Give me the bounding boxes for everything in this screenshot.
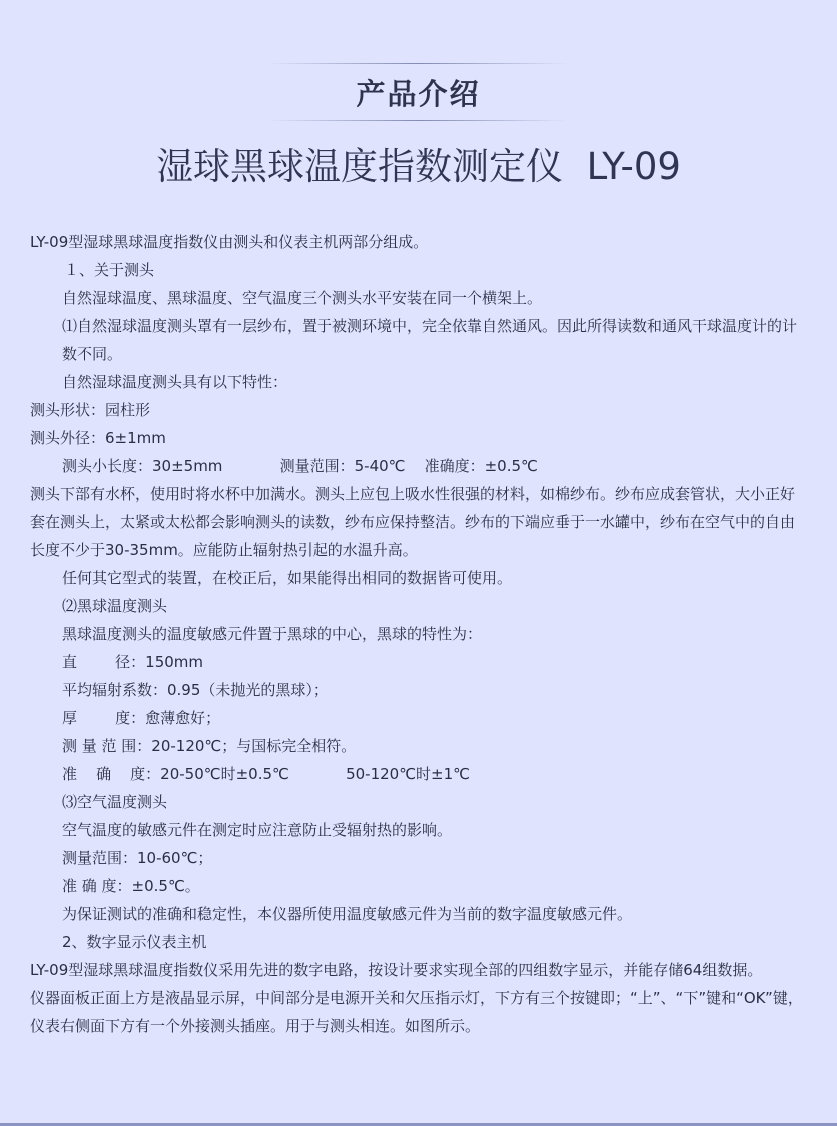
description-paragraph: 自然湿球温度测头具有以下特性： xyxy=(62,373,288,391)
description-paragraph: 测 量 范 围：20-120℃；与国标完全相符。 xyxy=(62,737,357,755)
section-label: 产品介绍 xyxy=(356,77,481,111)
description-paragraph: 准 确 度：20-50℃时±0.5℃ 50-120℃时±1℃ xyxy=(62,765,470,783)
description-paragraph: ⑵黑球温度测头 xyxy=(62,597,168,615)
description-paragraph: 厚 度：愈薄愈好； xyxy=(62,709,221,727)
description-paragraph: 空气温度的敏感元件在测定时应注意防止受辐射热的影响。 xyxy=(62,821,453,839)
description-paragraph: 任何其它型式的装置，在校正后，如果能得出相同的数据皆可使用。 xyxy=(62,569,513,587)
description-paragraph: 黑球温度测头的温度敏感元件置于黑球的中心，黑球的特性为： xyxy=(62,625,483,643)
description-paragraph: 为保证测试的准确和稳定性，本仪器所使用温度敏感元件为当前的数字温度敏感元件。 xyxy=(62,905,633,923)
description-paragraph: ⑶空气温度测头 xyxy=(62,793,168,811)
header-divider-top xyxy=(268,63,568,64)
product-title: 湿球黑球温度指数测定仪 LY-09 xyxy=(156,145,681,188)
description-paragraph: 测头下部有水杯，使用时将水杯中加满水。测头上应包上吸水性很强的材料，如棉纱布。纱布应成套管状，大小正好套在测头上，太紧或太松都会影响测头的读数，纱布应保持整洁。纱布的下端应垂于一水罐中，纱布在空气中的自由长度不少于30-35mm。应能防止辐射热引起的水温升高。 xyxy=(30,485,796,559)
description-paragraph: 直 径：150mm xyxy=(62,653,203,671)
description-paragraph: 准 确 度：±0.5℃。 xyxy=(62,877,200,895)
description-paragraph: 测头外径：6±1mm xyxy=(30,429,166,447)
description-paragraph: 平均辐射系数：0.95（未抛光的黑球）； xyxy=(62,681,328,699)
description-paragraph: 仪器面板正面上方是液晶显示屏，中间部分是电源开关和欠压指示灯，下方有三个按键即；“上”、“下”键和“OK”键，仪表右侧面下方有一个外接测头插座。用于与测头相连。如图所示。 xyxy=(30,989,803,1035)
description-paragraph: １、关于测头 xyxy=(64,261,155,279)
description-paragraph: LY-09型湿球黑球温度指数仪采用先进的数字电路，按设计要求实现全部的四组数字显示，并能存储64组数据。 xyxy=(30,961,763,979)
description-paragraph: 2、数字显示仪表主机 xyxy=(62,933,207,951)
description-paragraph: 测头小长度：30±5mm 测量范围：5-40℃ 准确度：±0.5℃ xyxy=(62,457,538,475)
description-paragraph: LY-09型湿球黑球温度指数仪由测头和仪表主机两部分组成。 xyxy=(30,233,429,251)
description-paragraph: 测量范围：10-60℃； xyxy=(62,849,213,867)
description-paragraph: 自然湿球温度、黑球温度、空气温度三个测头水平安装在同一个横架上。 xyxy=(62,289,543,307)
description-paragraph: ⑴自然湿球温度测头罩有一层纱布，置于被测环境中，完全依靠自然通风。因此所得读数和通风干球温度计的计数不同。 xyxy=(62,317,798,363)
header-divider-bottom xyxy=(268,120,568,121)
product-description xyxy=(30,228,806,1040)
description-paragraph: 测头形状：园柱形 xyxy=(30,401,151,419)
